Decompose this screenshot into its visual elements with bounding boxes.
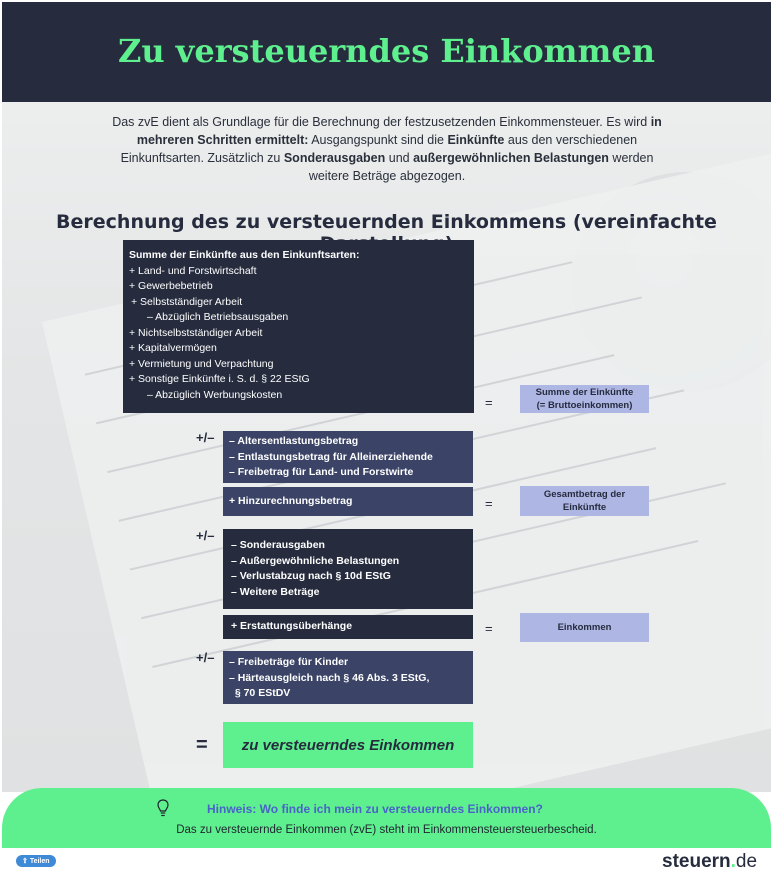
share-icon: ⇪	[22, 858, 30, 865]
final-result-box: zu versteuerndes Einkommen	[223, 722, 473, 768]
box-line: Summe der Einkünfte aus den Einkunftsarten:	[129, 249, 360, 261]
box-line: – Weitere Beträge	[231, 585, 320, 598]
box-line: + Hinzurechnungsbetrag	[229, 495, 353, 507]
addition-box-2	[223, 615, 473, 639]
intro-text: Das zvE dient als Grundlage für die Berechnung der festzusetzenden Einkommensteuer. Es wird in mehreren Schritten ermittelt: Ausgangspunkt sind die Einkünfte aus den verschiedenen Einkunftsarten. Zusätzlich zu Sonderausgaben und außergewöhnlichen Belastungen werden weitere Beträge abgezogen.	[112, 115, 662, 183]
hint-title: Hinweis: Wo finde ich mein zu versteuerndes Einkommen?	[207, 802, 543, 816]
box-line: + Vermietung und Verpachtung	[129, 357, 274, 370]
page-title: Zu versteuerndes Einkommen	[117, 32, 656, 70]
brand-logo: steuern.de	[662, 851, 758, 872]
box-line: – Altersentlastungsbetrag	[229, 435, 359, 447]
box-line: + Gewerbebetrieb	[129, 280, 213, 292]
plus-minus-sign: +/–	[196, 430, 215, 445]
section-subtitle: Berechnung des zu versteuernden Einkommens (vereinfachte	[56, 211, 717, 233]
box-line: – Entlastungsbetrag für Alleinerziehende	[229, 450, 433, 463]
box-line: + Erstattungsüberhänge	[231, 620, 353, 632]
equals-sign: =	[485, 395, 493, 410]
box-line: + Nichtselbstständiger Arbeit	[129, 326, 263, 339]
box-line: – Freibetrag für Land- und Forstwirte	[229, 466, 414, 478]
box-line: – Abzüglich Werbungskosten	[147, 388, 283, 401]
box-line: § 70 EStDV	[229, 687, 291, 699]
lightbulb-icon	[157, 799, 169, 819]
box-line: – Härteausgleich nach § 46 Abs. 3 EStG,	[229, 671, 430, 684]
deductions-box-2	[223, 529, 473, 609]
box-line: + Sonstige Einkünfte i. S. d. § 22 EStG	[129, 373, 310, 385]
header-bar	[2, 2, 771, 102]
box-line: – Abzüglich Betriebsausgaben	[147, 311, 289, 323]
income-sources-box	[123, 240, 474, 413]
box-line: – Freibeträge für Kinder	[229, 656, 349, 668]
result-box-total-income: Gesamtbetrag der Einkünfte	[520, 486, 649, 516]
share-button[interactable]: ⇪ Teilen	[16, 855, 56, 867]
deductions-box-1	[223, 431, 473, 483]
deductions-box-3	[223, 651, 473, 704]
footer	[2, 848, 771, 876]
box-line: – Außergewöhnliche Belastungen	[231, 554, 400, 567]
hint-banner	[2, 788, 771, 848]
infographic	[2, 2, 771, 876]
equals-sign: =	[485, 621, 493, 636]
box-line: + Land- und Forstwirtschaft	[129, 264, 257, 277]
equals-sign: =	[485, 496, 493, 511]
addition-box-1	[223, 487, 473, 516]
box-line: – Sonderausgaben	[231, 539, 325, 551]
plus-minus-sign: +/–	[196, 650, 215, 665]
box-line: + Selbstständiger Arbeit	[131, 295, 243, 308]
hint-text: Das zu versteuernde Einkommen (zvE) steht im Einkommensteuersteuerbescheid.	[176, 824, 597, 836]
box-line: + Kapitalvermögen	[129, 342, 217, 354]
equals-sign-final: =	[196, 734, 208, 756]
box-line: – Verlustabzug nach § 10d EStG	[231, 570, 391, 582]
result-box-income: Einkommen	[520, 613, 649, 642]
plus-minus-sign: +/–	[196, 528, 215, 543]
result-box-income-sum: Summe der Einkünfte (= Bruttoeinkommen)	[520, 385, 649, 413]
